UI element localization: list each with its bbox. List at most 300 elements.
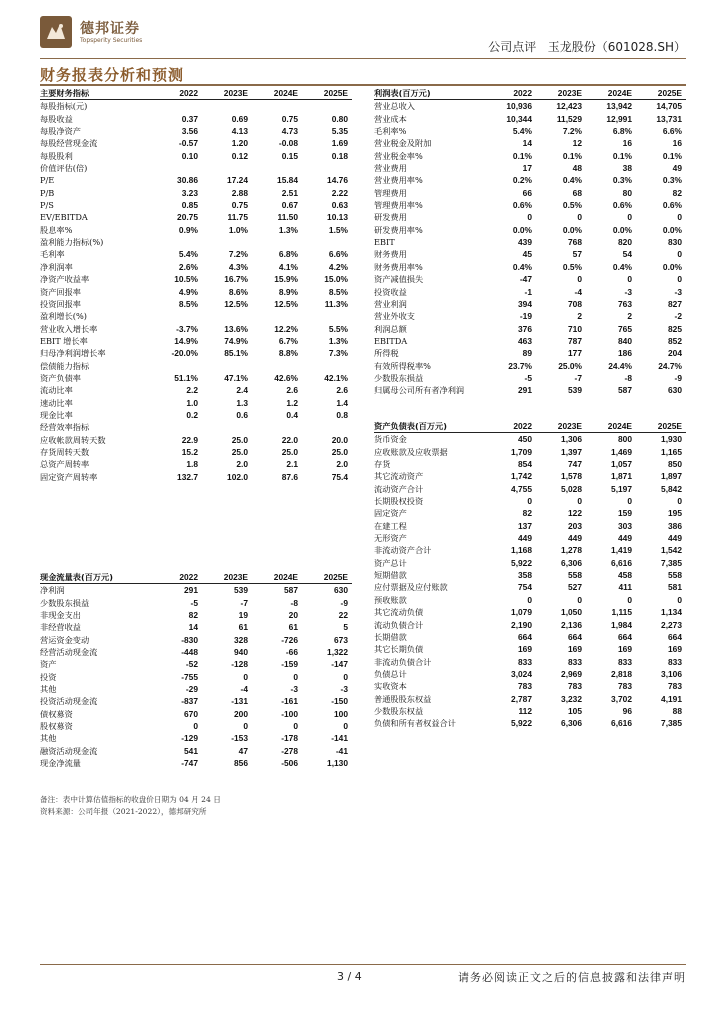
- row-label: 短期借款: [374, 570, 407, 581]
- cell-value: 833: [568, 656, 582, 667]
- table-row: [374, 606, 686, 618]
- cell-value: 1,057: [611, 459, 632, 470]
- cell-value: 177: [568, 348, 582, 359]
- year-header: 2023E: [202, 571, 252, 584]
- table-row: [374, 656, 686, 668]
- cell-value: 88: [672, 705, 682, 716]
- cell-value: 0: [577, 274, 582, 285]
- cell-value: 463: [518, 335, 532, 346]
- cell-value: 6,616: [611, 718, 632, 729]
- cell-value: 1.8: [186, 459, 198, 470]
- cell-value: 449: [668, 533, 682, 544]
- table-row: [40, 187, 352, 199]
- cell-value: 203: [568, 520, 582, 531]
- table-row: [40, 137, 352, 149]
- row-label: 净利润: [40, 585, 65, 596]
- cell-value: 0.5%: [562, 261, 582, 272]
- table-row: [40, 174, 352, 186]
- cell-value: 7,385: [661, 718, 682, 729]
- row-label: 资产减值损失: [374, 274, 424, 285]
- cell-value: 0: [677, 594, 682, 605]
- year-header: 2024E: [586, 87, 636, 100]
- cell-value: 747: [568, 459, 582, 470]
- cell-value: 2,818: [611, 668, 632, 679]
- table-row: [40, 634, 352, 646]
- cell-value: 12,423: [556, 101, 582, 112]
- row-label: 流动负债合计: [374, 619, 424, 630]
- table-row: [40, 236, 352, 248]
- row-label: 投资回报率: [40, 298, 81, 309]
- cell-value: 0: [527, 496, 532, 507]
- table-row: [374, 569, 686, 581]
- cell-value: 1,322: [327, 647, 348, 658]
- cell-value: 8.5%: [178, 298, 198, 309]
- cell-value: 82: [672, 187, 682, 198]
- row-label: 每股指标(元): [40, 101, 88, 112]
- cell-value: [202, 421, 252, 433]
- cell-value: 5,842: [661, 483, 682, 494]
- brand-logo: [40, 16, 190, 50]
- cell-value: -131: [231, 696, 248, 707]
- cell-value: 89: [522, 348, 532, 359]
- row-label: 非流动资产合计: [374, 545, 432, 556]
- row-label: 盈利能力指标(%): [40, 237, 104, 248]
- cell-value: 3.56: [181, 126, 198, 137]
- cell-value: 42.6%: [274, 372, 298, 383]
- cell-value: 2,273: [661, 619, 682, 630]
- cell-value: 82: [522, 508, 532, 519]
- cell-value: 61: [238, 622, 248, 633]
- cell-value: 449: [618, 533, 632, 544]
- cell-value: -128: [231, 659, 248, 670]
- row-label: 每股收益: [40, 113, 73, 124]
- cell-value: 5.35: [331, 126, 348, 137]
- table-row: [40, 162, 352, 174]
- cell-value: 0.4: [286, 409, 298, 420]
- cell-value: 0.9%: [178, 224, 198, 235]
- cell-value: 2: [577, 311, 582, 322]
- cell-value: 1,709: [511, 446, 532, 457]
- cell-value: 0.69: [231, 113, 248, 124]
- cell-value: 24.4%: [608, 360, 632, 371]
- cell-value: 1,469: [611, 446, 632, 457]
- row-label: 应收账款及应收票据: [374, 446, 448, 457]
- cell-value: 16: [622, 138, 632, 149]
- table-header-row: [40, 571, 352, 584]
- cell-value: 2.2: [186, 385, 198, 396]
- cell-value: 57: [572, 249, 582, 260]
- cell-value: 303: [618, 520, 632, 531]
- table-row: [374, 100, 686, 113]
- table-row: [40, 286, 352, 298]
- row-label: 负债总计: [374, 668, 407, 679]
- cell-value: 16: [672, 138, 682, 149]
- table-row: [40, 471, 352, 483]
- cell-value: 14: [188, 622, 198, 633]
- cell-value: 450: [518, 434, 532, 445]
- page-header: [40, 14, 686, 58]
- cell-value: 11.3%: [324, 298, 348, 309]
- cell-value: 541: [184, 745, 198, 756]
- income-statement-table: [374, 87, 686, 397]
- cell-value: 61: [288, 622, 298, 633]
- row-label: 在建工程: [374, 520, 407, 531]
- cell-value: 23.7%: [508, 360, 532, 371]
- table-row: [40, 372, 352, 384]
- cell-value: 54: [622, 249, 632, 260]
- cell-value: -100: [281, 708, 298, 719]
- cell-value: 1,115: [611, 607, 632, 618]
- table-row: [374, 446, 686, 458]
- table-row: [374, 495, 686, 507]
- cell-value: [302, 360, 352, 372]
- row-label: EBIT: [374, 237, 395, 248]
- cell-value: -41: [335, 745, 348, 756]
- cell-value: 664: [668, 631, 682, 642]
- cell-value: -2: [674, 311, 682, 322]
- cell-value: 833: [518, 656, 532, 667]
- cell-value: [252, 236, 302, 248]
- table-title: 现金流量表(百万元): [40, 571, 152, 584]
- table-row: [40, 671, 352, 683]
- cell-value: -830: [181, 634, 198, 645]
- cell-value: 15.9%: [274, 274, 298, 285]
- cell-value: 22: [338, 610, 348, 621]
- table-row: [40, 323, 352, 335]
- cell-value: 10,344: [506, 113, 532, 124]
- cell-value: 0.0%: [562, 224, 582, 235]
- cell-value: 5,197: [611, 483, 632, 494]
- cell-value: -150: [331, 696, 348, 707]
- cell-value: 6,616: [611, 557, 632, 568]
- cell-value: 630: [668, 385, 682, 396]
- cell-value: -5: [524, 372, 532, 383]
- cell-value: 673: [334, 634, 348, 645]
- cell-value: 328: [234, 634, 248, 645]
- row-label: 存货周转天数: [40, 446, 90, 457]
- table-row: [40, 421, 352, 433]
- cell-value: 47.1%: [224, 372, 248, 383]
- cell-value: 2.6%: [178, 261, 198, 272]
- table-row: [40, 310, 352, 322]
- row-label: 投资收益: [374, 286, 407, 297]
- cell-value: 102.0: [227, 471, 248, 482]
- table-row: [374, 125, 686, 137]
- table-row: [374, 433, 686, 446]
- report-type: 公司点评: [488, 40, 537, 54]
- row-label: 速动比率: [40, 397, 73, 408]
- cell-value: 827: [668, 298, 682, 309]
- table-row: [374, 273, 686, 285]
- year-header: 2022: [152, 87, 202, 100]
- row-label: 长期股权投资: [374, 496, 424, 507]
- cell-value: 6.8%: [612, 126, 632, 137]
- cell-value: 0.75: [281, 113, 298, 124]
- cell-value: 49: [672, 163, 682, 174]
- cell-value: 670: [184, 708, 198, 719]
- table-row: [374, 557, 686, 569]
- cell-value: 22.9: [181, 434, 198, 445]
- cell-value: 4.1%: [278, 261, 298, 272]
- cell-value: [202, 162, 252, 174]
- cell-value: 0.8: [336, 409, 348, 420]
- cell-value: 19: [238, 610, 248, 621]
- row-label: 流动资产合计: [374, 483, 424, 494]
- cell-value: 45: [522, 249, 532, 260]
- cell-value: [152, 100, 202, 113]
- table-row: [374, 619, 686, 631]
- cell-value: -506: [281, 758, 298, 769]
- logo-text-cn: 德邦证券: [80, 21, 140, 37]
- cell-value: [252, 360, 302, 372]
- table-row: [40, 125, 352, 137]
- cell-value: 0: [627, 274, 632, 285]
- cell-value: 15.2: [181, 446, 198, 457]
- cell-value: 0.4%: [562, 175, 582, 186]
- table-row: [374, 458, 686, 470]
- cell-value: 13,942: [606, 101, 632, 112]
- cell-value: 0.6%: [612, 200, 632, 211]
- table-row: [40, 113, 352, 125]
- cell-value: 1,278: [561, 545, 582, 556]
- cell-value: 17: [522, 163, 532, 174]
- cell-value: 940: [234, 647, 248, 658]
- cell-value: -52: [185, 659, 198, 670]
- cell-value: 105: [568, 705, 582, 716]
- footer-divider: [40, 964, 686, 965]
- cell-value: 439: [518, 237, 532, 248]
- row-label: 其它流动负债: [374, 607, 424, 618]
- table-row: [374, 211, 686, 223]
- row-label: 股权募资: [40, 721, 73, 732]
- cell-value: 587: [618, 385, 632, 396]
- cell-value: 664: [618, 631, 632, 642]
- table-row: [40, 360, 352, 372]
- cell-value: 0: [243, 671, 248, 682]
- cell-value: -147: [331, 659, 348, 670]
- cell-value: 1,871: [611, 471, 632, 482]
- cell-value: 768: [568, 237, 582, 248]
- table-row: [40, 409, 352, 421]
- cell-value: 0.6%: [662, 200, 682, 211]
- cell-value: 581: [668, 582, 682, 593]
- cell-value: 664: [568, 631, 582, 642]
- table-row: [40, 720, 352, 732]
- cell-value: 14: [522, 138, 532, 149]
- cell-value: 358: [518, 570, 532, 581]
- cell-value: 112: [518, 705, 532, 716]
- row-label: 存货: [374, 459, 391, 470]
- cell-value: 2.0: [236, 459, 248, 470]
- cell-value: 2,136: [561, 619, 582, 630]
- cell-value: 17.24: [227, 175, 248, 186]
- cell-value: -4: [240, 684, 248, 695]
- cell-value: 20.75: [177, 212, 198, 223]
- table-row: [374, 286, 686, 298]
- cell-value: -8: [624, 372, 632, 383]
- row-label: 固定资产: [374, 508, 407, 519]
- table-row: [40, 458, 352, 470]
- cell-value: 0: [527, 212, 532, 223]
- row-label: 股息率%: [40, 224, 73, 235]
- cell-value: -1: [524, 286, 532, 297]
- cell-value: 765: [618, 323, 632, 334]
- cell-value: 558: [668, 570, 682, 581]
- cell-value: 7.3%: [328, 348, 348, 359]
- row-label: 营业费用: [374, 163, 407, 174]
- cell-value: 132.7: [177, 471, 198, 482]
- row-label: 投资活动现金流: [40, 696, 98, 707]
- cell-value: 122: [568, 508, 582, 519]
- cell-value: 1,134: [661, 607, 682, 618]
- cell-value: 3,702: [611, 693, 632, 704]
- cell-value: 833: [668, 656, 682, 667]
- table-row: [40, 621, 352, 633]
- row-label: 营业成本: [374, 113, 407, 124]
- row-label: 每股净资产: [40, 126, 81, 137]
- table-notes: [40, 794, 221, 818]
- table-row: [40, 732, 352, 744]
- cell-value: 0: [627, 594, 632, 605]
- year-header: 2025E: [636, 420, 686, 433]
- cell-value: 0.5%: [562, 200, 582, 211]
- cell-value: 0.3%: [612, 175, 632, 186]
- cell-value: -29: [185, 684, 198, 695]
- company-name: 玉龙股份（601028.SH）: [547, 40, 686, 54]
- table-row: [374, 717, 686, 729]
- row-label: 其它流动资产: [374, 471, 424, 482]
- cell-value: 833: [618, 656, 632, 667]
- table-row: [40, 658, 352, 670]
- table-row: [40, 683, 352, 695]
- cell-value: 0.10: [181, 150, 198, 161]
- cell-value: 840: [618, 335, 632, 346]
- cell-value: [202, 236, 252, 248]
- table-row: [374, 643, 686, 655]
- table-header-row: [40, 87, 352, 100]
- cell-value: 0: [627, 212, 632, 223]
- cell-value: 14.9%: [174, 335, 198, 346]
- row-label: 融资活动现金流: [40, 745, 98, 756]
- cell-value: 5,028: [561, 483, 582, 494]
- table-header-row: [374, 87, 686, 100]
- table-row: [374, 137, 686, 149]
- cell-value: 169: [568, 644, 582, 655]
- row-label: 非现金支出: [40, 610, 81, 621]
- cell-value: 783: [568, 681, 582, 692]
- table-row: [374, 224, 686, 236]
- table-row: [374, 680, 686, 692]
- cell-value: -755: [181, 671, 198, 682]
- table-row: [374, 384, 686, 396]
- cell-value: 710: [568, 323, 582, 334]
- row-label: 其它长期负债: [374, 644, 424, 655]
- cell-value: 4.73: [281, 126, 298, 137]
- cell-value: 0.4%: [512, 261, 532, 272]
- cell-value: 0.18: [331, 150, 348, 161]
- cell-value: -7: [574, 372, 582, 383]
- year-header: 2025E: [302, 87, 352, 100]
- cell-value: 783: [618, 681, 632, 692]
- row-label: 少数股东损益: [40, 597, 90, 608]
- row-label: 经营效率指标: [40, 422, 90, 433]
- cell-value: 0.67: [281, 200, 298, 211]
- cell-value: -3.7%: [176, 323, 198, 334]
- cell-value: 15.0%: [324, 274, 348, 285]
- row-label: 每股股利: [40, 150, 73, 161]
- table-row: [40, 434, 352, 446]
- row-label: 应付票据及应付账款: [374, 582, 448, 593]
- cell-value: 2.6: [286, 385, 298, 396]
- cell-value: [252, 310, 302, 322]
- table-row: [374, 310, 686, 322]
- cell-value: 825: [668, 323, 682, 334]
- year-header: 2023E: [536, 420, 586, 433]
- table-row: [374, 693, 686, 705]
- cell-value: 1,306: [561, 434, 582, 445]
- year-header: 2024E: [252, 87, 302, 100]
- cell-value: [152, 421, 202, 433]
- cell-value: -3: [290, 684, 298, 695]
- table-row: [374, 372, 686, 384]
- cell-value: [252, 162, 302, 174]
- table-row: [40, 597, 352, 609]
- cell-value: 291: [184, 585, 198, 596]
- cell-value: 169: [618, 644, 632, 655]
- cell-value: 458: [618, 570, 632, 581]
- year-header: 2025E: [302, 571, 352, 584]
- row-label: 归属母公司所有者净利润: [374, 385, 465, 396]
- cell-value: -747: [181, 758, 198, 769]
- cell-value: 0.4%: [612, 261, 632, 272]
- row-label: P/B: [40, 187, 55, 198]
- cell-value: 0.3%: [662, 175, 682, 186]
- row-label: 现金净流量: [40, 758, 81, 769]
- cell-value: 22.0: [281, 434, 298, 445]
- cell-value: [152, 162, 202, 174]
- row-label: 营业总收入: [374, 101, 415, 112]
- table-row: [374, 335, 686, 347]
- cell-value: 394: [518, 298, 532, 309]
- row-label: 普通股股东权益: [374, 693, 432, 704]
- row-label: 营业收入增长率: [40, 323, 98, 334]
- table-row: [374, 150, 686, 162]
- cell-value: 0.85: [181, 200, 198, 211]
- cell-value: 0: [677, 249, 682, 260]
- cell-value: [302, 236, 352, 248]
- cell-value: -8: [290, 597, 298, 608]
- cell-value: 411: [618, 582, 632, 593]
- year-header: 2024E: [586, 420, 636, 433]
- cell-value: -153: [231, 733, 248, 744]
- cell-value: 0.15: [281, 150, 298, 161]
- cell-value: 100: [334, 708, 348, 719]
- cell-value: [252, 100, 302, 113]
- cell-value: 51.1%: [174, 372, 198, 383]
- cell-value: 6.6%: [328, 249, 348, 260]
- cell-value: 0.75: [231, 200, 248, 211]
- table-row: [374, 298, 686, 310]
- cell-value: 4.3%: [228, 261, 248, 272]
- cell-value: 800: [618, 434, 632, 445]
- table-title: 资产负债表(百万元): [374, 420, 486, 433]
- table-title: 利润表(百万元): [374, 87, 486, 100]
- row-label: 无形资产: [374, 533, 407, 544]
- row-label: 资产回报率: [40, 286, 81, 297]
- report-meta: [488, 38, 686, 55]
- cell-value: 12.5%: [224, 298, 248, 309]
- cell-value: [302, 100, 352, 113]
